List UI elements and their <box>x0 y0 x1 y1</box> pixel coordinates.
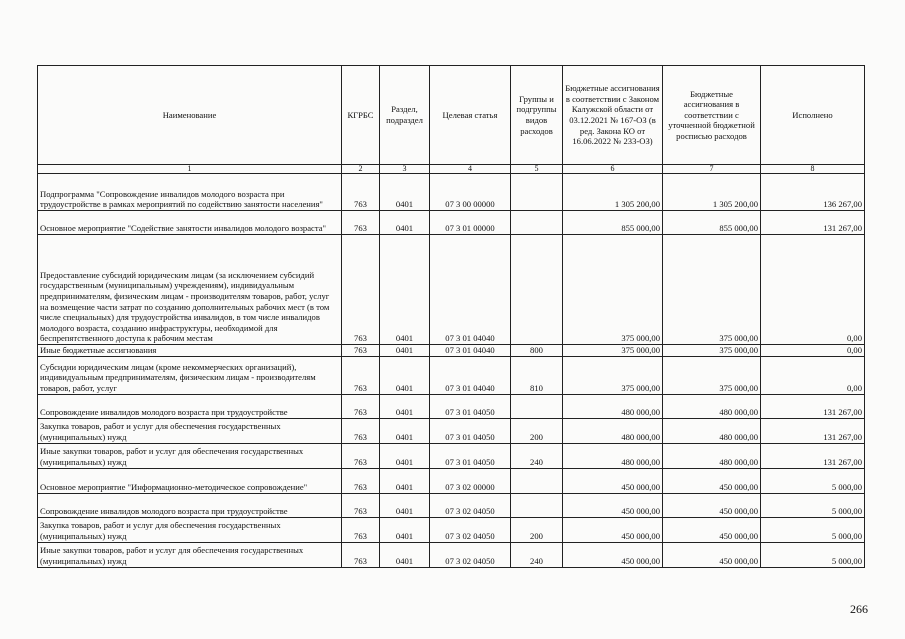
row-kgrbs: 763 <box>342 235 380 345</box>
row-section: 0401 <box>380 174 430 211</box>
row-target: 07 3 01 04040 <box>430 356 511 394</box>
row-target: 07 3 01 04040 <box>430 235 511 345</box>
table-row <box>38 418 865 443</box>
row-name: Предоставление субсидий юридическим лицам (за исключением субсидий государственным (муниципальным) учреждениям), индивидуальным предпринимателям, физическим лицам - производителям товаров, работ, услуг на возмещение части затрат по созданию дополнительных рабочих мест (в том числе специальных) для трудоустройства инвалидов, в том числе инвалидов молодого возраста, созданию инфраструктуры, необходимой для беспрепятственного доступа к рабочим местам <box>38 235 342 345</box>
row-section: 0401 <box>380 394 430 418</box>
header-row <box>38 66 865 165</box>
row-kgrbs: 763 <box>342 517 380 542</box>
column-number: 1 <box>38 165 342 174</box>
column-number-row <box>38 165 865 174</box>
row-roster-amount: 855 000,00 <box>663 211 761 235</box>
row-done-amount: 5 000,00 <box>761 468 865 493</box>
header-cell-roster: Бюджетные ассигнования в соответствии с уточненной бюджетной росписью расходов <box>663 66 761 165</box>
row-group <box>511 493 563 517</box>
row-roster-amount: 480 000,00 <box>663 418 761 443</box>
row-target: 07 3 02 00000 <box>430 468 511 493</box>
row-done-amount: 5 000,00 <box>761 542 865 567</box>
row-name: Сопровождение инвалидов молодого возраста при трудоустройстве <box>38 493 342 517</box>
table-row <box>38 468 865 493</box>
row-roster-amount: 1 305 200,00 <box>663 174 761 211</box>
table-row <box>38 542 865 567</box>
row-group: 240 <box>511 443 563 468</box>
row-done-amount: 5 000,00 <box>761 493 865 517</box>
row-roster-amount: 375 000,00 <box>663 235 761 345</box>
header-cell-group: Группы и подгруппы видов расходов <box>511 66 563 165</box>
table-row <box>38 174 865 211</box>
row-target: 07 3 01 04040 <box>430 345 511 357</box>
row-law-amount: 375 000,00 <box>563 345 663 357</box>
header-cell-law: Бюджетные ассигнования в соответствии с Законом Калужской области от 03.12.2021 № 167-ОЗ (в ред. Закона КО от 16.06.2022 № 233-ОЗ) <box>563 66 663 165</box>
table-row <box>38 211 865 235</box>
row-kgrbs: 763 <box>342 493 380 517</box>
row-done-amount: 131 267,00 <box>761 443 865 468</box>
row-group <box>511 211 563 235</box>
column-number: 6 <box>563 165 663 174</box>
row-law-amount: 1 305 200,00 <box>563 174 663 211</box>
row-group <box>511 394 563 418</box>
row-done-amount: 136 267,00 <box>761 174 865 211</box>
row-roster-amount: 480 000,00 <box>663 394 761 418</box>
row-section: 0401 <box>380 356 430 394</box>
row-group: 810 <box>511 356 563 394</box>
row-law-amount: 450 000,00 <box>563 493 663 517</box>
column-number: 8 <box>761 165 865 174</box>
row-roster-amount: 450 000,00 <box>663 468 761 493</box>
row-done-amount: 0,00 <box>761 235 865 345</box>
page-number: 266 <box>850 602 868 616</box>
row-roster-amount: 450 000,00 <box>663 542 761 567</box>
row-law-amount: 375 000,00 <box>563 356 663 394</box>
row-kgrbs: 763 <box>342 418 380 443</box>
row-done-amount: 131 267,00 <box>761 394 865 418</box>
row-done-amount: 0,00 <box>761 356 865 394</box>
row-group: 240 <box>511 542 563 567</box>
row-target: 07 3 01 04050 <box>430 443 511 468</box>
row-law-amount: 480 000,00 <box>563 443 663 468</box>
row-law-amount: 375 000,00 <box>563 235 663 345</box>
header-cell-section: Раздел, подраздел <box>380 66 430 165</box>
row-law-amount: 450 000,00 <box>563 468 663 493</box>
row-name: Закупка товаров, работ и услуг для обеспечения государственных (муниципальных) нужд <box>38 418 342 443</box>
row-section: 0401 <box>380 443 430 468</box>
row-law-amount: 480 000,00 <box>563 394 663 418</box>
row-section: 0401 <box>380 542 430 567</box>
row-law-amount: 480 000,00 <box>563 418 663 443</box>
budget-execution-table <box>37 65 865 568</box>
table-row <box>38 517 865 542</box>
row-name: Основное мероприятие "Информационно-методическое сопровождение" <box>38 468 342 493</box>
row-kgrbs: 763 <box>342 174 380 211</box>
row-kgrbs: 763 <box>342 211 380 235</box>
row-group <box>511 468 563 493</box>
row-done-amount: 131 267,00 <box>761 418 865 443</box>
table-row <box>38 443 865 468</box>
table-row <box>38 394 865 418</box>
row-done-amount: 0,00 <box>761 345 865 357</box>
row-target: 07 3 02 04050 <box>430 542 511 567</box>
row-name: Сопровождение инвалидов молодого возраста при трудоустройстве <box>38 394 342 418</box>
table-row <box>38 356 865 394</box>
row-name: Субсидии юридическим лицам (кроме некоммерческих организаций), индивидуальным предпринимателям, физическим лицам - производителям товаров, работ, услуг <box>38 356 342 394</box>
row-law-amount: 450 000,00 <box>563 517 663 542</box>
row-section: 0401 <box>380 345 430 357</box>
row-kgrbs: 763 <box>342 356 380 394</box>
row-section: 0401 <box>380 517 430 542</box>
row-done-amount: 5 000,00 <box>761 517 865 542</box>
row-group: 200 <box>511 418 563 443</box>
row-kgrbs: 763 <box>342 394 380 418</box>
row-target: 07 3 02 04050 <box>430 493 511 517</box>
table-row <box>38 493 865 517</box>
row-name: Иные закупки товаров, работ и услуг для обеспечения государственных (муниципальных) нужд <box>38 443 342 468</box>
row-group: 800 <box>511 345 563 357</box>
table-row <box>38 235 865 345</box>
column-number: 4 <box>430 165 511 174</box>
row-section: 0401 <box>380 468 430 493</box>
header-cell-done: Исполнено <box>761 66 865 165</box>
row-kgrbs: 763 <box>342 345 380 357</box>
row-group <box>511 235 563 345</box>
row-target: 07 3 00 00000 <box>430 174 511 211</box>
row-name: Основное мероприятие "Содействие занятости инвалидов молодого возраста" <box>38 211 342 235</box>
row-name: Иные закупки товаров, работ и услуг для обеспечения государственных (муниципальных) нужд <box>38 542 342 567</box>
row-group: 200 <box>511 517 563 542</box>
row-roster-amount: 375 000,00 <box>663 356 761 394</box>
row-roster-amount: 450 000,00 <box>663 493 761 517</box>
row-target: 07 3 01 04050 <box>430 394 511 418</box>
row-roster-amount: 375 000,00 <box>663 345 761 357</box>
column-number: 7 <box>663 165 761 174</box>
row-kgrbs: 763 <box>342 542 380 567</box>
row-section: 0401 <box>380 235 430 345</box>
table-row <box>38 345 865 357</box>
row-target: 07 3 02 04050 <box>430 517 511 542</box>
row-done-amount: 131 267,00 <box>761 211 865 235</box>
row-name: Иные бюджетные ассигнования <box>38 345 342 357</box>
row-section: 0401 <box>380 211 430 235</box>
row-roster-amount: 450 000,00 <box>663 517 761 542</box>
row-law-amount: 855 000,00 <box>563 211 663 235</box>
column-number: 2 <box>342 165 380 174</box>
row-section: 0401 <box>380 418 430 443</box>
row-kgrbs: 763 <box>342 468 380 493</box>
row-roster-amount: 480 000,00 <box>663 443 761 468</box>
header-cell-kgrbs: КГРБС <box>342 66 380 165</box>
row-law-amount: 450 000,00 <box>563 542 663 567</box>
column-number: 5 <box>511 165 563 174</box>
row-target: 07 3 01 04050 <box>430 418 511 443</box>
header-cell-name: Наименование <box>38 66 342 165</box>
header-cell-target: Целевая статья <box>430 66 511 165</box>
column-number: 3 <box>380 165 430 174</box>
row-name: Закупка товаров, работ и услуг для обеспечения государственных (муниципальных) нужд <box>38 517 342 542</box>
row-group <box>511 174 563 211</box>
row-name: Подпрограмма "Сопровождение инвалидов молодого возраста при трудоустройстве в рамках мероприятий по содействию занятости населения" <box>38 174 342 211</box>
row-target: 07 3 01 00000 <box>430 211 511 235</box>
row-kgrbs: 763 <box>342 443 380 468</box>
row-section: 0401 <box>380 493 430 517</box>
